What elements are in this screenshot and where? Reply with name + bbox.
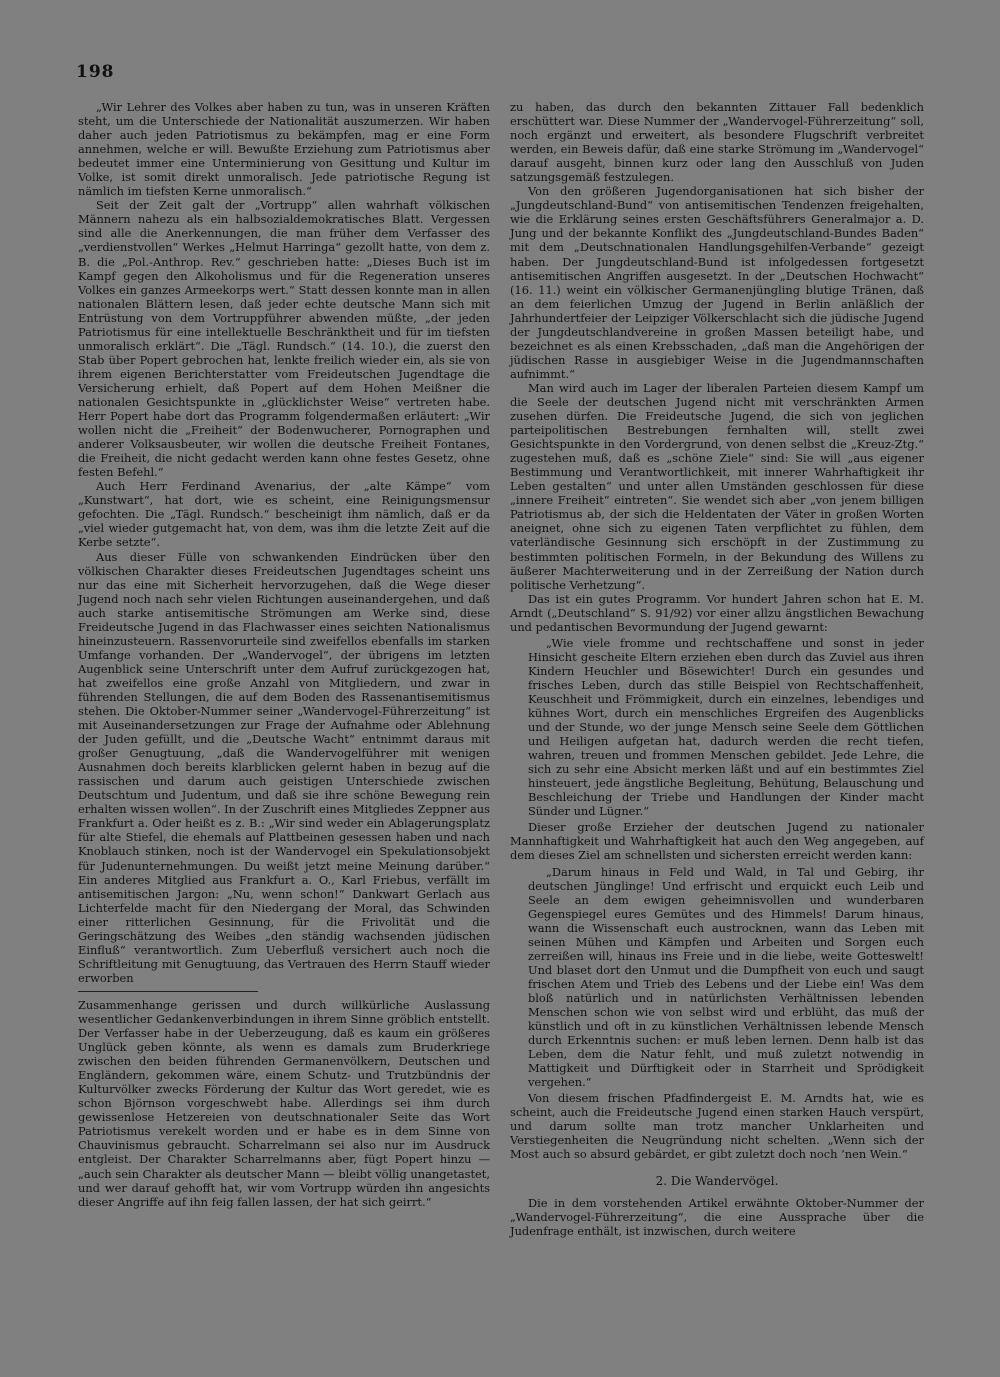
paragraph: Die in dem vorstehenden Artikel erwähnte Oktober-Nummer der „Wandervogel-Führerzeitung“, die eine Aussprache über die Judenfrage enthält, ist inzwischen, durch weitere [510, 1195, 924, 1238]
paragraph: Von diesem frischen Pfadfindergeist E. M. Arndts hat, wie es scheint, auch die Freideutsche Jugend einen starken Hauch verspürt, und darum sollte man trotz mancher Unklarheiten und Verstiegenheiten die Neugründung nicht schelten. „Wenn sich der Most auch so absurd gebärdet, er gibt zuletzt doch noch ’nen Wein.“ [510, 1091, 924, 1162]
paragraph: Von den größeren Jugendorganisationen hat sich bisher der „Jungdeutschland-Bund“ von antisemitischen Tendenzen freigehalten, wie die Erklärung seines ersten Geschäftsführers Generalmajor a. D. Jung und der bekannte Konflikt des „Jungdeutschland-Bundes Baden“ mit dem „Deutschnationalen Handlungsgehilfen-Verbande“ gezeigt haben. Der Jungdeutschland-Bund ist infolgedessen fortgesetzt antisemitischen Angriffen ausgesetzt. In der „Deutschen Hochwacht“ (16. 11.) weint ein völkischer Germanenjüngling blutige Tränen, daß an dem feierlichen Umzug der Jugend in Berlin anläßlich der Jahrhundertfeier der Leipziger Völkerschlacht sich die jüdische Jugend der Jungdeutschlandvereine in großen Massen beteiligt habe, und bezeichnet es als einen Krebsschaden, „daß man die Angehörigen der jüdischen Rasse in ausgiebiger Weise in die Jugendmannschaften aufnimmt.“ [510, 184, 924, 381]
section-heading: 2. Die Wandervögel. [655, 1173, 779, 1188]
paragraph: Das ist ein gutes Programm. Vor hundert Jahren schon hat E. M. Arndt („Deutschland“ S. 91/92) vor einer allzu ängstlichen Bewachung und pedantischen Bevormundung der Jugend gewarnt: [510, 591, 924, 634]
paragraph: Dieser große Erzieher der deutschen Jugend zu nationaler Mannhaftigkeit und Wahrhaftigkeit hat auch den Weg angegeben, auf dem dieses Ziel am schnellsten und sichersten erreicht werden kann: [510, 820, 924, 863]
footnote: Zusammenhange gerissen und durch willkürliche Auslassung wesentlicher Gedankenverbindungen in ihrem Sinne gröblich entstellt. Der Verfasser habe in der Ueberzeugung, daß es kaum ein größeres Unglück geben könnte, als wenn es damals zum Bruderkriege zwischen den beiden führenden Germanenvölkern, Deutschen und Engländern, gekommen wäre, einem Schutz- und Trutzbündnis der Kulturvölker zwecks Förderung der Kultur das Wort geredet, wie es schon Björnson vorgeschwebt habe. Allerdings sei ihm durch gewissenlose Hetzereien von deutschnationaler Seite das Wort Patriotismus verekelt worden und er habe es in dem Sinne von Chauvinismus gebraucht. Scharrelmann sei also nur im Ausdruck entgleist. Der Charakter Scharrelmanns aber, fügt Popert hinzu — „auch sein Charakter als deutscher Mann — bleibt völlig unangetastet, und wer darauf gehofft hat, wir vom Vortrupp würden ihn angesichts dieser Angriffe auf ihn feig fallen lassen, der hat sich geirrt.“ [78, 997, 490, 1209]
footnote-divider [78, 991, 258, 992]
left-column [78, 100, 490, 1209]
paragraph: Aus dieser Fülle von schwankenden Eindrücken über den völkischen Charakter dieses Freideutschen Jugendtages scheint uns nur das eine mit Sicherheit hervorzugehen, daß die Wege dieser Jugend noch nach sehr vielen Richtungen auseinandergehen, und daß auch starke antisemitische Strömungen am Werke sind, diese Freideutsche Jugend in das Flachwasser eines seichten Nationalismus hineinzusteuern. Rassenvorurteile sind zweifellos ebenfalls im starken Umfange vorhanden. Der „Wandervogel“, der übrigens im letzten Augenblick seine Unterschrift unter dem Aufruf zurückgezogen hat, hat zweifellos eine große Anzahl von Mitgliedern, und zwar in führenden Stellungen, die auf dem Boden des Rassenantisemitismus stehen. Die Oktober-Nummer seiner „Wandervogel-Führerzeitung“ ist mit Auseinandersetzungen zur Frage der Aufnahme oder Ablehnung der Juden gefüllt, und die „Deutsche Wacht“ entnimmt daraus mit großer Genugtuung, „daß die Wandervogelführer mit wenigen Ausnahmen doch bereits klarblicken gelernt haben in bezug auf die rassischen und darum auch geistigen Unterschiede zwischen Deutschtum und Judentum, und daß sie ihre schöne Bewegung rein erhalten wissen wollen“. In der Zuschrift eines Mitgliedes Zeppner aus Frankfurt a. Oder heißt es z. B.: „Wir sind weder ein Ablagerungsplatz für alte Stiefel, die ehemals auf Plattbeinen gesessen haben und nach Knoblauch stinken, noch ist der Wandervogel ein Spekulationsobjekt für Judenunternehmungen. Du weißt jetzt meine Meinung darüber.“ Ein anderes Mitglied aus Frankfurt a. O., Karl Friebus, verfällt im antisemitischen Jargon: „Nu, wenn schon!“ Dankwart Gerlach aus Lichterfelde macht für den Niedergang der Moral, das Schwinden einer ritterlichen Gesinnung, für die Frivolität und die Geringschätzung des Weibes „den ständig wachsenden jüdischen Einfluß“ verantwortlich. Zum Ueberfluß versichert auch noch die Schriftleitung mit Genugtuung, das Vertrauen des Herrn Stauff wieder erworben [78, 549, 490, 985]
paragraph: zu haben, das durch den bekannten Zittauer Fall bedenklich erschüttert war. Diese Nummer der „Wandervogel-Führerzeitung“ soll, noch ergänzt und erweitert, als besondere Flugschrift verbreitet werden, ein Beweis dafür, daß eine starke Strömung im „Wandervogel“ darauf ausgeht, binnen kurz oder lang den Ausschluß von Juden satzungsgemäß festzulegen. [510, 100, 924, 185]
paragraph: Man wird auch im Lager der liberalen Parteien diesem Kampf um die Seele der deutschen Jugend nicht mit verschränkten Armen zusehen dürfen. Die Freideutsche Jugend, die sich von jeglichen parteipolitischen Bestrebungen fernhalten will, stellt zwei Gesichtspunkte in den Vordergrund, von denen selbst die „Kreuz-Ztg.“ zugestehen muß, daß es „schöne Ziele“ sind: Sie will „aus eigener Bestimmung und Verantwortlichkeit, mit innerer Wahrhaftigkeit ihr Leben gestalten“ und unter allen Umständen geschlossen für diese „innere Freiheit“ eintreten“. Sie wendet sich aber „von jenem billigen Patriotismus ab, der sich die Heldentaten der Väter in großen Worten aneignet, ohne sich zu eigenen Taten verpflichtet zu fühlen, dem vaterländische Gesinnung sich erschöpft in der Zustimmung zu bestimmten politischen Formeln, in der Bekundung des Willens zu äußerer Machterweiterung und in der Zerreißung der Nation durch politische Verhetzung“. [510, 380, 924, 592]
quote-block: „Wie viele fromme und rechtschaffene und sonst in jeder Hinsicht gescheite Eltern erziehen eben durch das Zuviel aus ihren Kindern Heuchler und Bösewichter! Durch ein gesundes und frisches Leben, durch das stille Beispiel von Rechtschaffenheit, Keuschheit und Frömmigkeit, durch ein einzelnes, lebendiges und kühnes Wort, durch ein menschliches Ergreifen des Augenblicks und der Stunde, wo der junge Mensch seine Seele dem Göttlichen und Heiligen aufgetan hat, dadurch werden die recht tiefen, wahren, treuen und frommen Menschen gebildet. Jede Lehre, die sich zu sehr eine Absicht merken läßt und auf ein bestimmtes Ziel hinsteuert, jede ängstliche Begleitung, Behütung, Belauschung und Beschleichung der Triebe und Handlungen der Kinder macht Sünder und Lügner.“ [528, 635, 924, 819]
paragraph: Auch Herr Ferdinand Avenarius, der „alte Kämpe“ vom „Kunstwart“, hat dort, wie es scheint, eine Reinigungsmensur gefochten. Die „Tägl. Rundsch.“ bescheinigt ihm nämlich, daß er da „viel wieder gutgemacht hat, von dem, was ihm die letzte Zeit auf die Kerbe setzte“. [78, 479, 490, 550]
paragraph: „Wir Lehrer des Volkes aber haben zu tun, was in unseren Kräften steht, um die Unterschiede der Nationalität auszumerzen. Wir haben daher auch jeden Patriotismus zu bekämpfen, mag er eine Form annehmen, welche er will. Bewußte Erziehung zum Patriotismus aber bedeutet immer eine Unterminierung von Gesittung und Kultur im Volke, ist somit direkt unmoralisch. Jede patriotische Regung ist nämlich im tiefsten Kerne unmoralisch.“ [78, 100, 490, 199]
paragraph: Seit der Zeit galt der „Vortrupp“ allen wahrhaft völkischen Männern nahezu als ein halbsozialdemokratisches Blatt. Vergessen sind alle die Anerkennungen, die man früher dem Verfasser des „verdienstvollen“ Werkes „Helmut Harringa“ gezollt hatte, von dem z. B. die „Pol.-Anthrop. Rev.“ geschrieben hatte: „Dieses Buch ist im Kampf gegen den Alkoholismus und für die Regeneration unseres Volkes ein ganzes Armeekorps wert.“ Statt dessen konnte man in allen nationalen Blättern lesen, daß jeder echte deutsche Mann sich mit Entrüstung von dem Vortruppführer abwenden müßte, „der jeden Patriotismus für eine intellektuelle Beschränktheit und für im tiefsten unmoralisch erklärt“. Die „Tägl. Rundsch.“ (14. 10.), die zuerst den Stab über Popert gebrochen hat, lenkte freilich wieder ein, als sie von ihrem eigenen Berichterstatter vom Freideutschen Jugendtage die Versicherung erhielt, daß Popert auf dem Hohen Meißner die nationalen Gesichtspunkte in „glücklichster Weise“ vertreten habe. Herr Popert habe dort das Programm folgendermaßen erläutert: „Wir wollen nicht die „Freiheit“ der Bodenwucherer, Pornographen und anderer Volksausbeuter, wir wollen die deutsche Freiheit Fontanes, die Freiheit, die nicht gedacht werden kann ohne festes Gesetz, ohne festen Befehl.“ [78, 198, 490, 480]
page-number: 198 [76, 62, 115, 82]
quote-block: „Darum hinaus in Feld und Wald, in Tal und Gebirg, ihr deutschen Jünglinge! Und erfrischt und erquickt euch Leib und Seele an dem ewigen geheimnisvollen und wunderbaren Gegenspiegel eures Gemütes und des Himmels! Darum hinaus, wann die Wissenschaft euch austrocknen, wann das Leben mit seinen Mühen und Kämpfen und Arbeiten und Sorgen euch zerreißen will, hinaus ins Freie und in die liebe, weite Gotteswelt! Und blaset dort den Unmut und die Dumpfheit von euch und saugt frischen Atem und Trieb des Lebens und der Liebe ein! Was dem bloß natürlich und in natürlichsten Verhältnissen lebenden Menschen schon wie von selbst wird und erblüht, das muß der künstlich und oft in zu künstlichen Verhältnissen lebende Mensch durch Erkenntnis suchen: er muß leben lernen. Denn halb ist das Leben, dem die Natur fehlt, und muß zuletzt notwendig in Mattigkeit und Dürftigkeit oder in Starrheit und Sprödigkeit vergehen.“ [528, 864, 924, 1090]
right-column [510, 100, 924, 1238]
